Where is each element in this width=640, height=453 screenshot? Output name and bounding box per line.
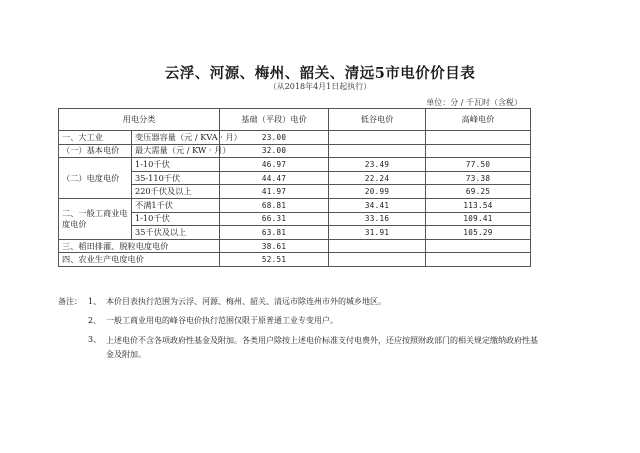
table-row — [59, 198, 531, 212]
peak-price-cell: 105.29 — [426, 226, 531, 240]
valley-price-cell — [329, 253, 426, 267]
peak-price-cell: 109.41 — [426, 212, 531, 226]
valley-price-cell: 34.41 — [329, 198, 426, 212]
peak-price-cell: 113.54 — [426, 198, 531, 212]
note-text: 一般工商业用电的峰谷电价执行范围仅限于原普通工业专变用户。 — [106, 316, 338, 325]
row-subcategory: 220千伏及以上 — [132, 185, 220, 199]
electricity-price-table — [58, 108, 531, 267]
header-category: 用电分类 — [59, 109, 220, 131]
row-category: 三、稻田排灌、脱粒电度电价 — [59, 239, 220, 253]
base-price-cell: 66.31 — [220, 212, 329, 226]
table-row — [59, 158, 531, 172]
row-subcategory: 35千伏及以上 — [132, 226, 220, 240]
note-item — [58, 334, 538, 362]
base-price-cell: 23.00 — [220, 131, 329, 145]
valley-price-cell: 31.91 — [329, 226, 426, 240]
base-price-cell: 41.97 — [220, 185, 329, 199]
row-subcategory: 变压器容量（元 / KVA · 月） — [132, 131, 220, 145]
note-item — [58, 315, 538, 326]
valley-price-cell: 23.49 — [329, 158, 426, 172]
base-price-cell: 63.81 — [220, 226, 329, 240]
table-row — [59, 239, 531, 253]
table-header-row — [59, 109, 531, 131]
document-title: 云浮、河源、梅州、韶关、清远5市电价价目表 — [164, 65, 476, 82]
base-price-cell: 46.97 — [220, 158, 329, 172]
header-valley: 低谷电价 — [329, 109, 426, 131]
unit-label: 单位：分 / 千瓦时（含税） — [426, 98, 522, 107]
valley-price-cell: 22.24 — [329, 171, 426, 185]
base-price-cell: 38.61 — [220, 239, 329, 253]
row-category: （一）基本电价 — [59, 144, 132, 158]
valley-price-cell: 20.99 — [329, 185, 426, 199]
row-subcategory: 不满1千伏 — [132, 198, 220, 212]
valley-price-cell — [329, 239, 426, 253]
document-subtitle: （从2018年4月1日起执行） — [268, 82, 372, 91]
table-row — [59, 253, 531, 267]
row-subcategory: 35-110千伏 — [132, 171, 220, 185]
note-text: 本价目表执行范围为云浮、河源、梅州、韶关、清远市除连州市外的城乡地区。 — [106, 297, 386, 306]
row-category: 四、农业生产电度电价 — [59, 253, 220, 267]
table-row — [59, 131, 531, 145]
note-number: 3、 — [88, 335, 102, 344]
base-price-cell: 52.51 — [220, 253, 329, 267]
note-item — [58, 296, 538, 307]
peak-price-cell: 73.38 — [426, 171, 531, 185]
peak-price-cell: 69.25 — [426, 185, 531, 199]
base-price-cell: 44.47 — [220, 171, 329, 185]
note-text: 上述电价不含各项政府性基金及附加。各类用户除按上述电价标准支付电费外，还应按照财政部门的相关规定缴纳政府性基金及附加。 — [106, 336, 538, 359]
row-category: 二、一般工商业电度电价 — [59, 198, 132, 239]
notes-section — [58, 296, 538, 370]
peak-price-cell: 77.50 — [426, 158, 531, 172]
note-number: 2、 — [88, 316, 102, 325]
peak-price-cell — [426, 131, 531, 145]
table-row — [59, 144, 531, 158]
row-subcategory: 1-10千伏 — [132, 158, 220, 172]
row-subcategory: 1-10千伏 — [132, 212, 220, 226]
valley-price-cell: 33.16 — [329, 212, 426, 226]
valley-price-cell — [329, 131, 426, 145]
base-price-cell: 32.00 — [220, 144, 329, 158]
valley-price-cell — [329, 144, 426, 158]
row-subcategory: 最大需量（元 / KW · 月） — [132, 144, 220, 158]
peak-price-cell — [426, 253, 531, 267]
peak-price-cell — [426, 144, 531, 158]
note-number: 1、 — [88, 297, 102, 306]
header-peak: 高峰电价 — [426, 109, 531, 131]
header-base: 基础（平段）电价 — [220, 109, 329, 131]
row-category: （二）电度电价 — [59, 158, 132, 199]
base-price-cell: 68.81 — [220, 198, 329, 212]
peak-price-cell — [426, 239, 531, 253]
notes-lead: 备注： — [58, 297, 82, 306]
row-category: 一、大工业 — [59, 131, 132, 145]
